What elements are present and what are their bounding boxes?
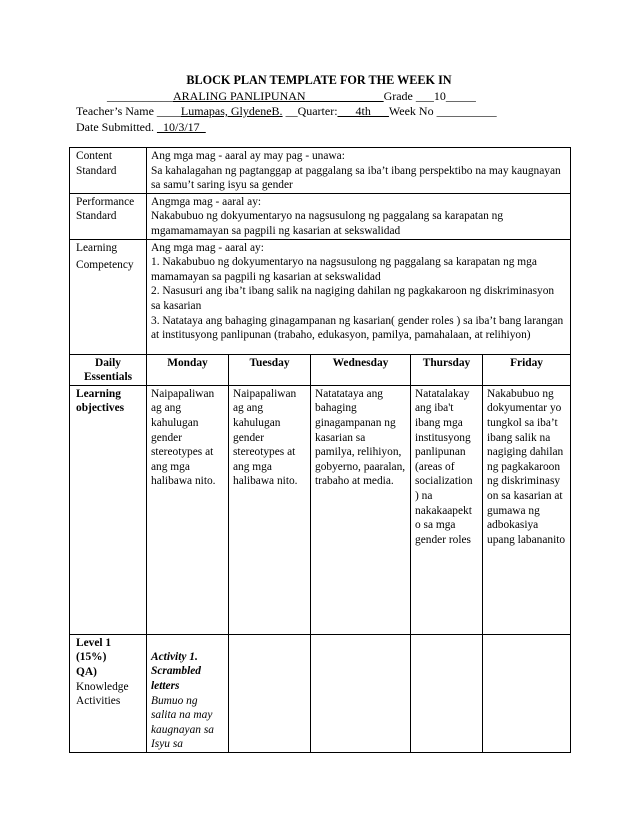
learning-competency-text: Ang mga mag - aaral ay: 1. Nakabubuo ng dokyumentaryo na nagsusulong ng paggalang sa karapatan ng mga mamamayan sa pagpili ng kasarian at sekswalidad 2. Nasusuri ang iba’t ibang salik na nagiging dahilan ng pagkakaroon ng diskriminasyon sa kasarian 3. Natataya ang bahaging ginagampanan ng kasarian( gender roles ) sa iba’t bang larangan at institusyong panlipunan (trabaho, edukasyon, pamilya, pamahalaan, at relihiyon) (147, 239, 571, 354)
competency-item: 3. Natataya ang bahaging ginagampanan ng kasarian( gender roles ) sa iba’t bang larangan at institusyong panlipunan (trabaho, edukasyon, pamilya, pamahalaan, at relihiyon) (151, 314, 564, 342)
level1-friday (483, 634, 571, 752)
grade-field: Grade ___10_____ (383, 89, 476, 103)
competency-item: 2. Nasusuri ang iba’t ibang salik na nagiging dahilan ng pagkakaroon ng diskriminasyon sa kasarian (151, 285, 555, 312)
objective-monday: Naipapaliwan ag ang kahulugan gender stereotypes at ang mga halibawa nito. (147, 385, 229, 634)
daily-essentials-header: Daily Essentials (70, 354, 147, 385)
level1-thursday (411, 634, 483, 752)
day-header-monday: Monday (147, 354, 229, 385)
days-header-row (70, 354, 571, 385)
subject-line (107, 89, 476, 104)
competency-item: 1. Nakabubuo ng dokyumentaryo na nagsusulong ng paggalang sa karapatan ng mga mamamayan sa pagpili ng kasarian at sekswalidad (151, 256, 537, 283)
learning-competency-label: Learning Competency (70, 239, 147, 354)
day-header-friday: Friday (483, 354, 571, 385)
teacher-name: Lumapas, GlydeneB. (180, 104, 283, 118)
content-standard-row (70, 148, 571, 194)
learning-objectives-label: Learning objectives (70, 385, 147, 634)
subject-name: ARALING PANLIPUNAN (173, 89, 306, 103)
day-header-wednesday: Wednesday (311, 354, 411, 385)
date-line (76, 120, 206, 135)
performance-standard-text: Angmga mag - aaral ay: Nakabubuo ng dokyumentaryo na nagsusulong ng paggalang sa karapatan ng mgamamamayan sa pagpili ng kasarian at sekswalidad (147, 193, 571, 239)
objective-thursday: Natatalakay ang iba't ibang mga institusyong panlipunan (areas of socialization ) na nakakaapekt o sa mga gender roles (411, 385, 483, 634)
document-title: BLOCK PLAN TEMPLATE FOR THE WEEK IN (186, 73, 452, 87)
performance-standard-row (70, 193, 571, 239)
learning-competency-row (70, 239, 571, 354)
content-standard-text: Ang mga mag - aaral ay may pag - unawa: Sa kahalagahan ng pagtanggap at paggalang sa iba’t ibang perspektibo na may kaugnayan sa samu’t saring isyu sa gender (147, 148, 571, 194)
level1-wednesday (311, 634, 411, 752)
level1-tuesday (229, 634, 311, 752)
activity-instruction: Bumuo ng salita na may kaugnayan sa Isyu sa (151, 694, 214, 751)
subject-line-gap: _____________ (305, 89, 384, 103)
teacher-line (76, 104, 497, 119)
teacher-label: Teacher’s Name ____ (76, 104, 181, 118)
quarter-label: __Quarter: (282, 104, 338, 118)
day-header-thursday: Thursday (411, 354, 483, 385)
content-standard-label: Content Standard (70, 148, 147, 194)
date-label: Date Submitted. (76, 120, 157, 134)
activity-title: Activity 1. Scrambled letters (151, 650, 201, 692)
objective-tuesday: Naipapaliwan ag ang kahulugan gender stereotypes at ang mga halibawa nito. (229, 385, 311, 634)
objective-friday: Nakabubuo ng dokyumentar yo tungkol sa iba’t ibang salik na nagiging dahilan ng pagkakaroon ng diskriminasy on sa kasarian at gumawa ng adbokasiya upang labananito (483, 385, 571, 634)
block-plan-table (69, 147, 571, 753)
quarter-value: ___4th___ (337, 104, 389, 118)
objective-wednesday: Natatataya ang bahaging ginagampanan ng kasarian sa pamilya, relihiyon, gobyerno, paaralan, trabaho at media. (311, 385, 411, 634)
level1-row (70, 634, 571, 752)
subject-line-prefix: ___________ (107, 89, 173, 103)
day-header-tuesday: Tuesday (229, 354, 311, 385)
level1-monday (147, 634, 229, 752)
performance-standard-label: Performance Standard (70, 193, 147, 239)
week-field: Week No __________ (388, 104, 497, 118)
level1-label: Level 1 (15%) QA) Knowledge Activities (70, 634, 147, 752)
learning-objectives-row (70, 385, 571, 634)
date-value: _10/3/17_ (157, 120, 206, 134)
